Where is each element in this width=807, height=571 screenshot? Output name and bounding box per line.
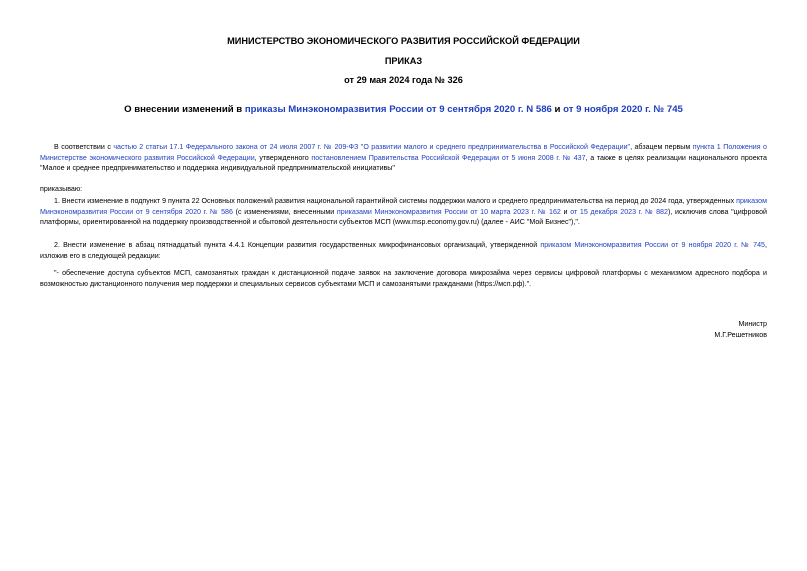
ministry-heading: МИНИСТЕРСТВО ЭКОНОМИЧЕСКОГО РАЗВИТИЯ РОССИЙСКОЙ ФЕДЕРАЦИИ <box>227 36 580 46</box>
title-prefix: О внесении изменений в <box>124 104 245 115</box>
item-2-paragraph <box>40 240 767 261</box>
item1-text-1: 1. Внести изменение в подпункт 9 пункта 22 Основных положений развития национальной гарантийной системы поддержки малого и среднего предпринимательства на период до 2024 года, утвержденных <box>54 197 737 205</box>
title-link-745[interactable]: от 9 ноября 2020 г. № 745 <box>563 104 683 115</box>
link-order-882[interactable]: от 15 декабря 2023 г. № 882 <box>570 207 668 216</box>
link-government-decree-437[interactable]: постановлением Правительства Российской Федерации от 5 июня 2008 г. № 437 <box>311 153 586 162</box>
title-link-586[interactable]: приказы Минэкономразвития России от 9 сентября 2020 г. N 586 <box>244 104 552 115</box>
link-order-162[interactable]: приказами Минэкономразвития России от 10 марта 2023 г. № 162 <box>336 207 561 216</box>
link-order-586[interactable]: приказом Минэкономразвития России от 9 сентября 2020 г. № 586 <box>40 197 767 216</box>
preamble-text-4: , а также в целях реализации национального проекта "Малое и среднее предпринимательство и поддержка индивидуальной предпринимательской инициативы" <box>40 153 767 173</box>
preamble-text-1: В соответствии с <box>54 143 114 151</box>
link-order-745[interactable]: приказом Минэкономразвития России от 9 ноября 2020 г. № 745 <box>540 241 766 249</box>
item1-text-4: ), исключив слова "цифровой платформы, ориентированной на поддержку производственной и сбытовой деятельности субъектов МСП (www.msp.economy.gov.ru) (далее - АИС "Мой Бизнес"),". <box>40 207 767 227</box>
item2-text-2: , изложив его в следующей редакции: <box>40 241 767 260</box>
signature-name: М.Г.Решетников <box>714 331 767 339</box>
link-federal-law-209[interactable]: частью 2 статьи 17.1 Федерального закона от 24 июля 2007 г. № 209-ФЗ "О развитии малого и среднего предпринимательства в Российской Федерации" <box>113 143 631 151</box>
preamble-paragraph <box>40 142 767 174</box>
preamble-text-2: , абзацем первым <box>630 143 693 151</box>
document-title <box>0 104 807 115</box>
item1-text-2: (с изменениями, внесенными <box>232 207 337 216</box>
quoted-amendment: "- обеспечение доступа субъектов МСП, самозанятых граждан к дистанционной подаче заявок на заключение договора микрозайма через сервисы цифровой платформы с механизмом адресного подбора и возможностью дистанционного получения мер поддержки и специальных сервисов субъектами МСП и самозанятыми гражданами (https://мсп.рф).". <box>40 269 767 288</box>
item1-text-3: и <box>560 207 571 216</box>
item-1-paragraph <box>40 196 767 228</box>
preamble-text-3: , утвержденного <box>254 153 312 162</box>
doc-type-heading: ПРИКАЗ <box>384 56 423 66</box>
item2-text-1: 2. Внести изменение в абзац пятнадцатый пункта 4.4.1 Концепции развития государственных микрофинансовых организаций, утвержденной <box>54 241 541 249</box>
title-mid: и <box>551 104 564 115</box>
link-regulation-point-1[interactable]: пункта 1 Положения о Министерстве экономического развития Российской Федерации <box>40 143 768 162</box>
date-number-heading: от 29 мая 2024 года № 326 <box>344 75 463 85</box>
order-word: приказываю: <box>40 185 83 193</box>
signature-position: Министр <box>738 320 767 328</box>
